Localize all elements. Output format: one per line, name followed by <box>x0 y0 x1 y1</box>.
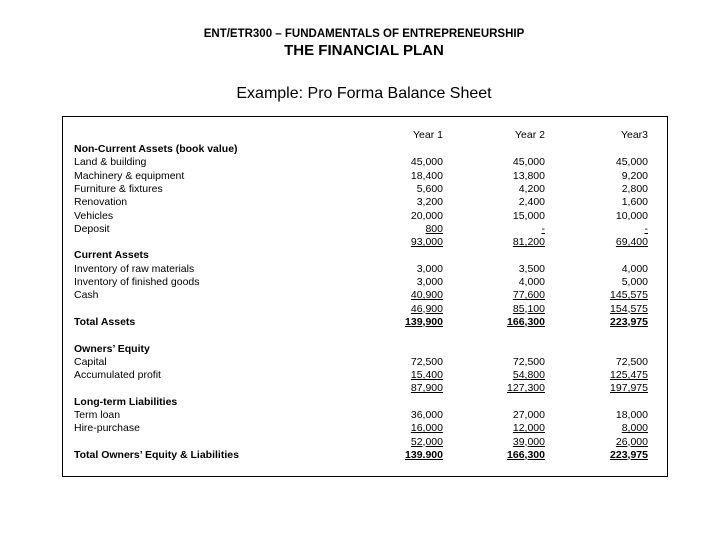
table-row <box>63 249 669 262</box>
cell-year-3: - <box>644 222 648 235</box>
column-header-year-1: Year 1 <box>413 129 443 141</box>
cell-year-1: 139,900 <box>405 315 443 328</box>
cell-year-2: 45,000 <box>512 156 545 169</box>
row-label: Cash <box>74 289 99 302</box>
table-row <box>63 369 669 382</box>
table-row <box>63 223 669 236</box>
row-label: Total Assets <box>74 315 136 328</box>
table-row <box>63 196 669 209</box>
row-label: Hire-purchase <box>74 422 140 435</box>
cell-year-3: 125,475 <box>610 369 648 382</box>
cell-year-2: - <box>541 222 545 235</box>
cell-year-1: 46,900 <box>410 302 443 315</box>
table-row <box>63 263 669 276</box>
row-label: Accumulated profit <box>74 369 161 382</box>
cell-year-3: 10,000 <box>615 209 648 222</box>
cell-year-2: 77,600 <box>512 289 545 302</box>
table-row <box>63 329 669 342</box>
cell-year-2: 72,500 <box>512 355 545 368</box>
cell-year-1: 18,400 <box>410 169 443 182</box>
row-label: Inventory of finished goods <box>74 276 200 288</box>
cell-year-3: 8,000 <box>621 422 648 435</box>
table-row <box>63 409 669 422</box>
cell-year-1: 16,000 <box>410 422 443 435</box>
row-label: Land & building <box>74 156 147 169</box>
column-header-year-2: Year 2 <box>515 129 545 141</box>
table-row <box>63 236 669 249</box>
balance-sheet-table <box>62 116 668 477</box>
cell-year-1: 93,000 <box>410 236 443 249</box>
table-row <box>63 289 669 302</box>
table-row <box>63 316 669 329</box>
cell-year-2: 127,300 <box>507 382 545 395</box>
row-label: Current Assets <box>74 249 149 262</box>
cell-year-1: 800 <box>425 222 443 235</box>
cell-year-2: 39,000 <box>512 435 545 448</box>
cell-year-1: 45,000 <box>410 156 443 169</box>
cell-year-1: 3,000 <box>416 276 443 288</box>
row-label: Deposit <box>74 222 110 235</box>
cell-year-2: 4,000 <box>518 276 545 288</box>
cell-year-2: 166,300 <box>507 448 545 461</box>
cell-year-1: 139.900 <box>405 448 443 461</box>
table-row <box>63 156 669 169</box>
page-subtitle: Example: Pro Forma Balance Sheet <box>236 85 492 102</box>
cell-year-1: 5,600 <box>416 182 443 195</box>
cell-year-3: 4,000 <box>621 262 648 275</box>
cell-year-2: 54,800 <box>512 369 545 382</box>
row-label: Owners’ Equity <box>74 342 150 355</box>
table-row <box>63 276 669 289</box>
course-heading: ENT/ETR300 – FUNDAMENTALS OF ENTREPRENEURSHIP <box>203 28 525 40</box>
cell-year-3: 145,575 <box>610 289 648 302</box>
cell-year-1: 3,000 <box>416 262 443 275</box>
cell-year-2: 4,200 <box>518 182 545 195</box>
cell-year-1: 52,000 <box>410 435 443 448</box>
row-label: Machinery & equipment <box>74 169 185 182</box>
cell-year-1: 72,500 <box>410 355 443 368</box>
cell-year-2: 27,000 <box>512 409 545 421</box>
table-header-row <box>63 129 669 142</box>
page-title: THE FINANCIAL PLAN <box>284 42 444 59</box>
row-label: Capital <box>74 355 107 368</box>
cell-year-1: 87,900 <box>410 382 443 395</box>
cell-year-3: 197,975 <box>610 382 648 395</box>
table-row <box>63 143 669 156</box>
table-row <box>63 449 669 462</box>
cell-year-3: 18,000 <box>615 409 648 421</box>
table-row <box>63 303 669 316</box>
cell-year-1: 40,900 <box>410 289 443 302</box>
cell-year-3: 223,975 <box>610 315 648 328</box>
table-row <box>63 183 669 196</box>
row-label: Total Owners’ Equity & Liabilities <box>74 448 239 461</box>
cell-year-2: 12,000 <box>512 422 545 435</box>
cell-year-1: 36,000 <box>410 409 443 421</box>
column-header-year-3: Year3 <box>620 129 648 141</box>
cell-year-1: 15,400 <box>410 369 443 382</box>
cell-year-3: 154,575 <box>610 302 648 315</box>
table-row <box>63 210 669 223</box>
cell-year-2: 3,500 <box>518 262 545 275</box>
cell-year-2: 15,000 <box>512 209 545 222</box>
cell-year-3: 223,975 <box>610 448 648 461</box>
cell-year-2: 85,100 <box>512 302 545 315</box>
row-label: Long-term Liabilities <box>74 395 178 408</box>
cell-year-3: 72,500 <box>615 355 648 368</box>
cell-year-3: 1,600 <box>621 196 648 209</box>
cell-year-2: 13,800 <box>512 169 545 182</box>
cell-year-1: 3,200 <box>416 196 443 209</box>
table-row <box>63 170 669 183</box>
row-label: Vehicles <box>74 209 114 222</box>
row-label: Inventory of raw materials <box>74 262 195 275</box>
cell-year-3: 5,000 <box>621 276 648 288</box>
row-label: Renovation <box>74 196 128 209</box>
table-row <box>63 436 669 449</box>
table-row <box>63 422 669 435</box>
cell-year-3: 26,000 <box>615 435 648 448</box>
row-label: Non-Current Assets (book value) <box>74 143 238 155</box>
table-row <box>63 396 669 409</box>
cell-year-3: 2,800 <box>621 182 648 195</box>
table-row <box>63 343 669 356</box>
table-row <box>63 356 669 369</box>
table-row <box>63 382 669 395</box>
row-label: Term loan <box>74 409 121 421</box>
cell-year-2: 2,400 <box>518 196 545 209</box>
row-label: Furniture & fixtures <box>74 182 163 195</box>
cell-year-2: 166,300 <box>507 315 545 328</box>
cell-year-3: 69,400 <box>615 236 648 249</box>
cell-year-1: 20,000 <box>410 209 443 222</box>
cell-year-3: 9,200 <box>621 169 648 182</box>
cell-year-2: 81,200 <box>512 236 545 249</box>
cell-year-3: 45,000 <box>615 156 648 169</box>
